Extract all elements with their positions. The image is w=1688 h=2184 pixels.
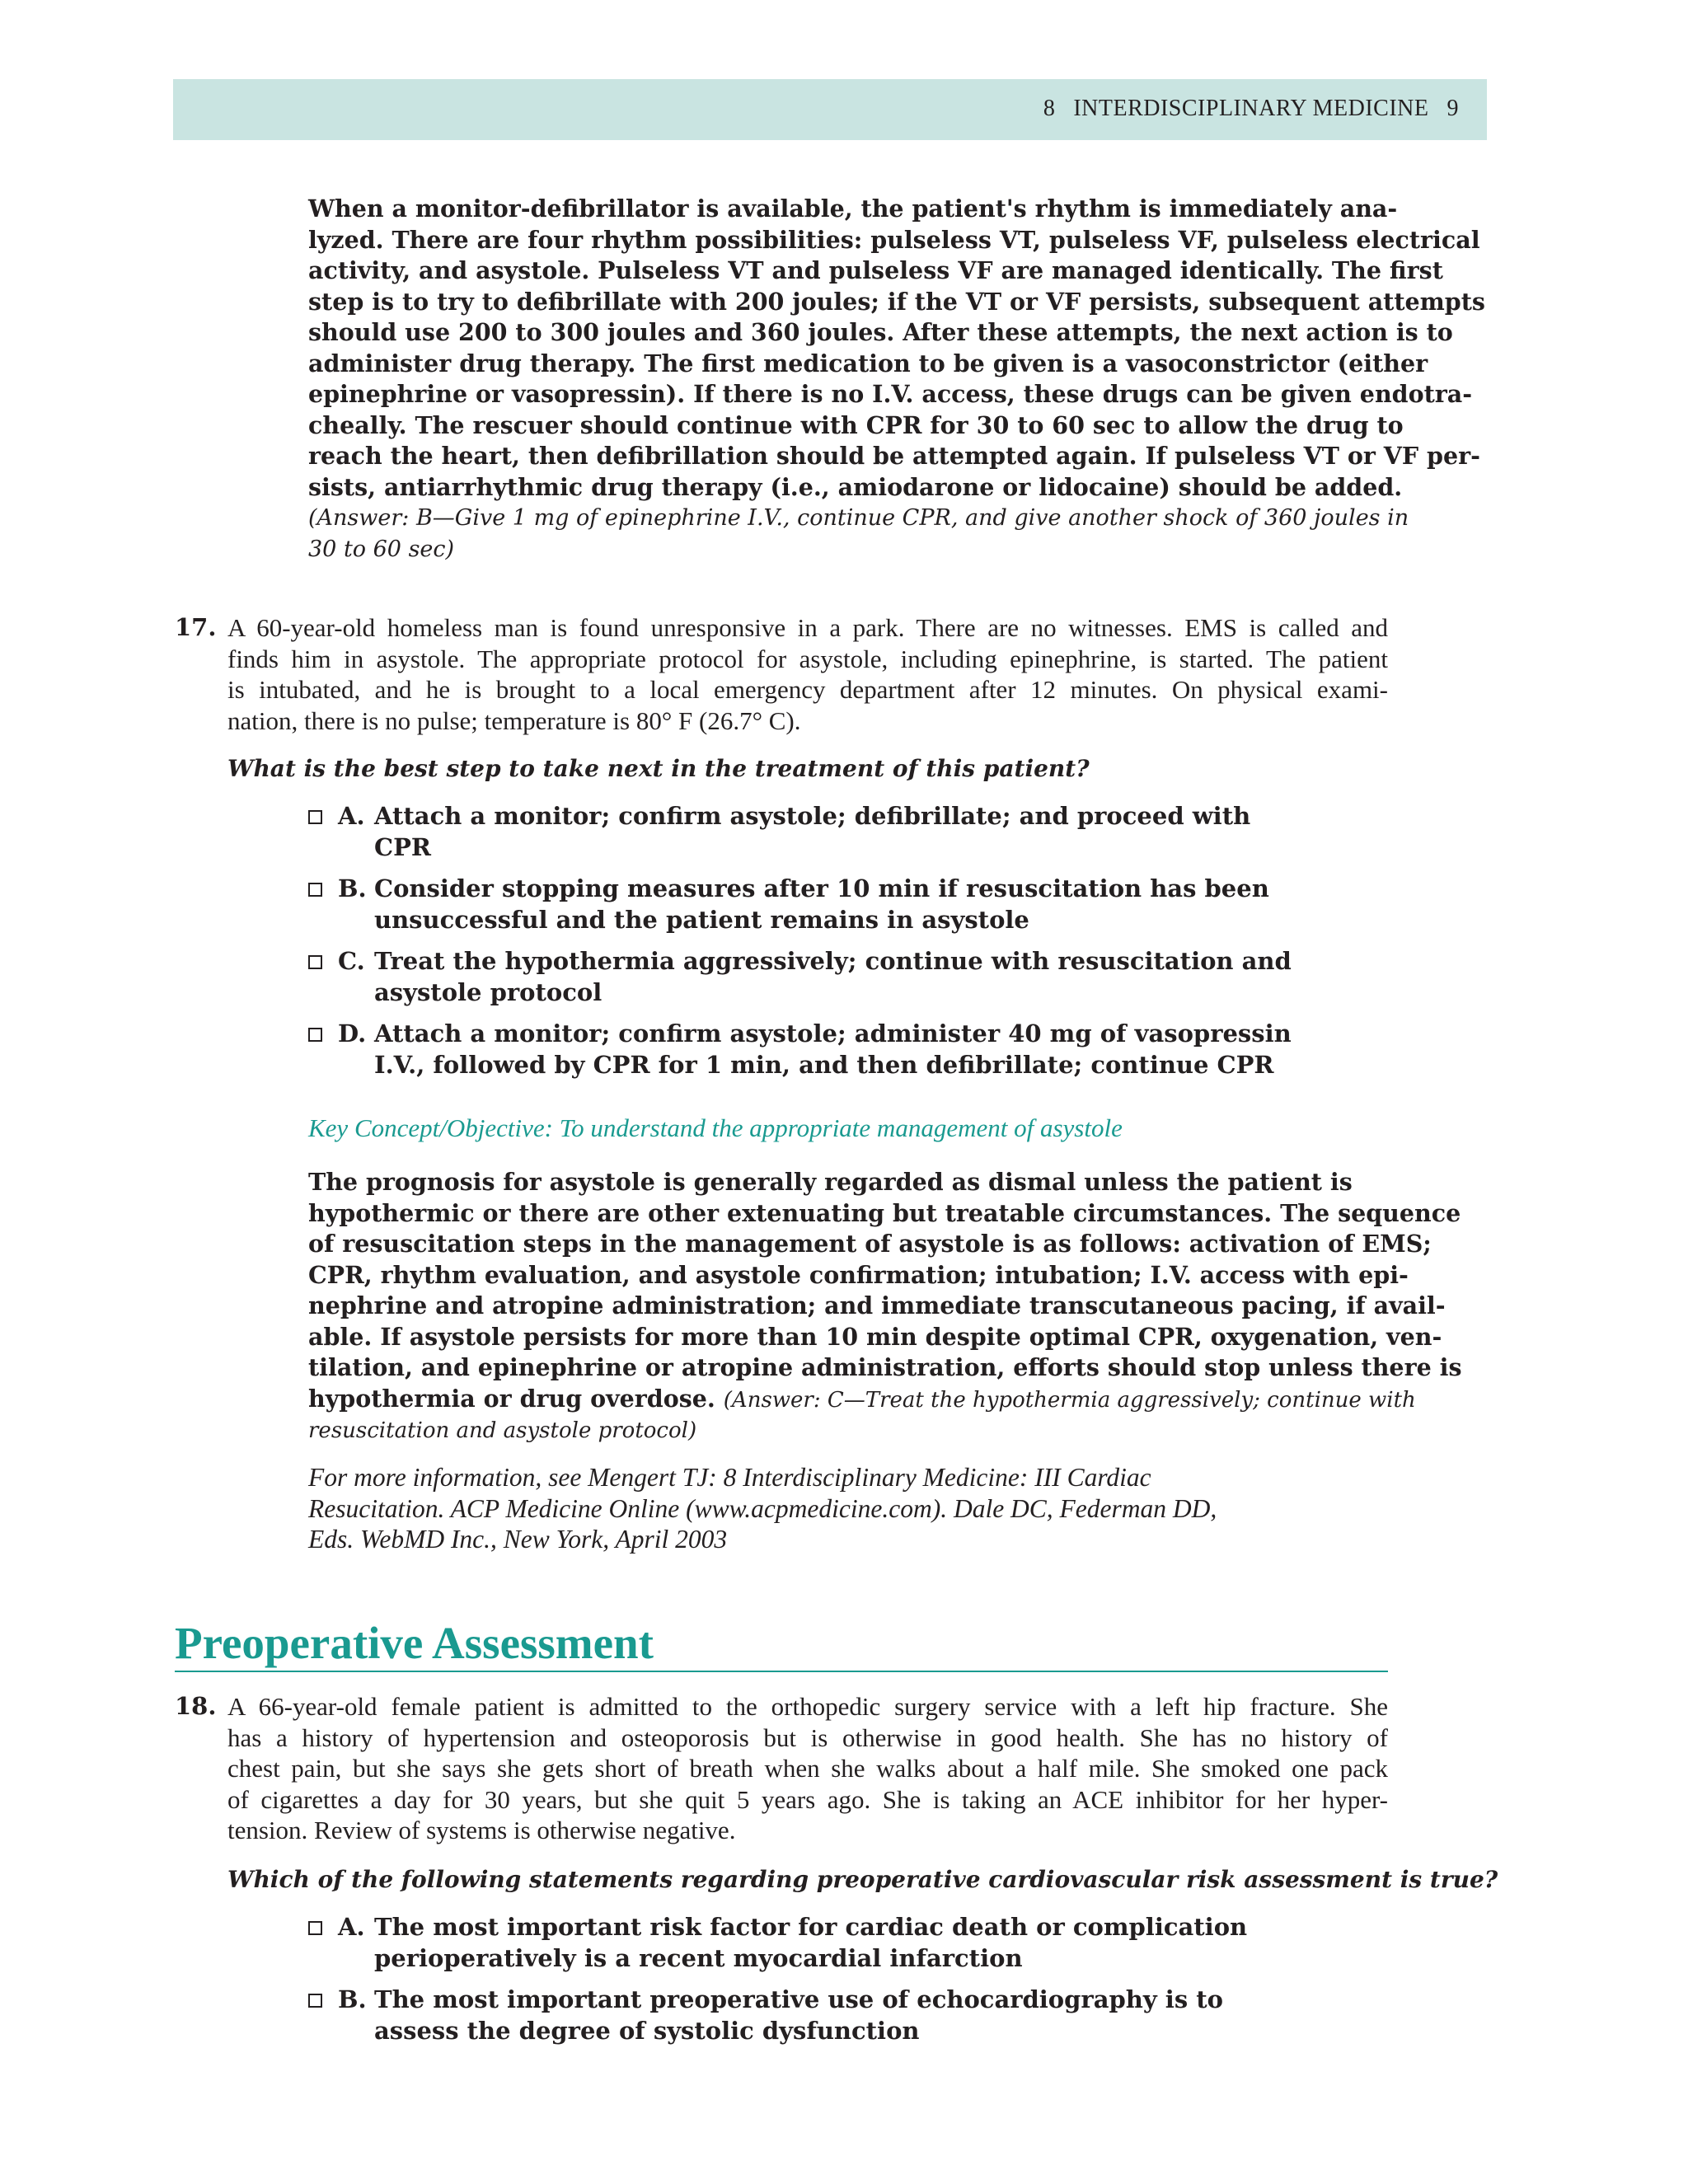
explanation-16 bbox=[308, 194, 1485, 503]
option-line: unsuccessful and the patient remains in asystole bbox=[374, 905, 1029, 934]
answer-line: (Answer: B—Give 1 mg of epinephrine I.V., continue CPR, and give another shock of 360 joules in bbox=[308, 505, 1409, 531]
question-prompt: Which of the following statements regarding preoperative cardiovascular risk assessment is true? bbox=[227, 1866, 1498, 1893]
checkbox-icon[interactable] bbox=[308, 1028, 322, 1042]
stem-line: has a history of hypertension and osteoporosis but is otherwise in good health. She has no history of bbox=[227, 1722, 1388, 1752]
explanation-line: cheally. The rescuer should continue with CPR for 30 to 60 sec to allow the drug to bbox=[308, 410, 1404, 439]
option-line: perioperatively is a recent myocardial infarction bbox=[374, 1943, 1023, 1972]
option-line: I.V., followed by CPR for 1 min, and then defibrillate; continue CPR bbox=[374, 1050, 1274, 1079]
stem-line: A 66-year-old female patient is admitted to the orthopedic surgery service with a left hip fracture. She bbox=[227, 1692, 1388, 1721]
reference-line: Eds. WebMD Inc., New York, April 2003 bbox=[308, 1525, 728, 1554]
stem-line: nation, there is no pulse; temperature is 80° F (26.7° C). bbox=[227, 705, 801, 735]
explanation-line: administer drug therapy. The first medication to be given is a vasoconstrictor (either bbox=[308, 349, 1428, 377]
stem-line: finds him in asystole. The appropriate protocol for asystole, including epinephrine, is started. The patient bbox=[227, 644, 1388, 673]
option-letter: B. bbox=[338, 874, 367, 902]
question-stem bbox=[227, 612, 1388, 736]
reference-citation bbox=[308, 1462, 1217, 1555]
answer-17-end: resuscitation and asystole protocol) bbox=[308, 1418, 697, 1443]
option-line: Treat the hypothermia aggressively; continue with resuscitation and bbox=[374, 947, 1292, 975]
explanation-line: able. If asystole persists for more than 10 min despite optimal CPR, oxygenation, ven- bbox=[308, 1322, 1442, 1351]
explanation-line: reach the heart, then defibrillation should be attempted again. If pulseless VT or VF per- bbox=[308, 442, 1480, 470]
option-line: The most important preoperative use of echocardiography is to bbox=[374, 1985, 1223, 2013]
option-text bbox=[374, 1985, 1223, 2046]
option-line: assess the degree of systolic dysfunction bbox=[374, 2016, 920, 2045]
checkbox-icon[interactable] bbox=[308, 883, 322, 897]
stem-line: chest pain, but she says she gets short of breath when she walks about a half mile. She smoked one pack bbox=[227, 1754, 1388, 1783]
explanation-line: lyzed. There are four rhythm possibilities: pulseless VT, pulseless VF, pulseless electrical bbox=[308, 225, 1480, 254]
section-divider bbox=[175, 1671, 1388, 1672]
checkbox-icon[interactable] bbox=[308, 1921, 322, 1935]
explanation-line: When a monitor-defibrillator is available, the patient's rhythm is immediately ana- bbox=[308, 194, 1398, 223]
option-letter: C. bbox=[338, 947, 365, 975]
checkbox-icon[interactable] bbox=[308, 1994, 322, 2008]
section-title: Preoperative Assessment bbox=[175, 1618, 654, 1668]
answer-line: 30 to 60 sec) bbox=[308, 536, 455, 562]
option-line: asystole protocol bbox=[374, 977, 603, 1006]
checkbox-icon[interactable] bbox=[308, 955, 322, 969]
explanation-line: The prognosis for asystole is generally regarded as dismal unless the patient is bbox=[308, 1168, 1353, 1196]
option-text bbox=[374, 1019, 1292, 1080]
reference-line: For more information, see Mengert TJ: 8 Interdisciplinary Medicine: III Cardiac bbox=[308, 1463, 1151, 1492]
option-letter: D. bbox=[338, 1019, 367, 1047]
explanation-line: of resuscitation steps in the management of asystole is as follows: activation of EMS; bbox=[308, 1230, 1432, 1258]
option-line: The most important risk factor for cardiac death or complication bbox=[374, 1913, 1248, 1941]
option-line: Attach a monitor; confirm asystole; defibrillate; and proceed with bbox=[374, 802, 1251, 830]
running-header bbox=[173, 79, 1487, 140]
option-letter: A. bbox=[338, 1913, 365, 1941]
explanation-line: sists, antiarrhythmic drug therapy (i.e., amiodarone or lidocaine) should be added. bbox=[308, 472, 1403, 501]
chapter-number: 8 bbox=[1043, 96, 1056, 121]
checkbox-icon[interactable] bbox=[308, 810, 322, 824]
explanation-line: hypothermic or there are other extenuating but treatable circumstances. The sequence bbox=[308, 1198, 1461, 1227]
stem-line: is intubated, and he is brought to a local emergency department after 12 minutes. On physical exami- bbox=[227, 675, 1388, 704]
option-text bbox=[374, 874, 1269, 935]
explanation-line: epinephrine or vasopressin). If there is no I.V. access, these drugs can be given endotra- bbox=[308, 380, 1473, 408]
explanation-bold-end: hypothermia or drug overdose. bbox=[308, 1384, 715, 1413]
explanation-line: should use 200 to 300 joules and 360 joules. After these attempts, the next action is to bbox=[308, 318, 1453, 346]
explanation-17 bbox=[308, 1167, 1462, 1447]
explanation-line: activity, and asystole. Pulseless VT and pulseless VF are managed identically. The first bbox=[308, 256, 1443, 284]
question-number: 18. bbox=[175, 1692, 217, 1720]
explanation-line: CPR, rhythm evaluation, and asystole confirmation; intubation; I.V. access with epi- bbox=[308, 1260, 1409, 1289]
key-concept: Key Concept/Objective: To understand the appropriate management of asystole bbox=[308, 1113, 1123, 1142]
option-text bbox=[374, 801, 1251, 863]
question-number: 17. bbox=[175, 613, 217, 641]
option-line: Consider stopping measures after 10 min if resuscitation has been bbox=[374, 874, 1269, 902]
stem-line: tension. Review of systems is otherwise negative. bbox=[227, 1816, 736, 1844]
explanation-line: tilation, and epinephrine or atropine administration, efforts should stop unless there is bbox=[308, 1353, 1462, 1381]
stem-line: of cigarettes a day for 30 years, but she quit 5 years ago. She is taking an ACE inhibitor for her hyper- bbox=[227, 1784, 1388, 1814]
option-text bbox=[374, 946, 1292, 1008]
header-text bbox=[1043, 96, 1459, 122]
option-text bbox=[374, 1912, 1248, 1974]
option-letter: B. bbox=[338, 1985, 367, 2013]
stem-line: A 60-year-old homeless man is found unresponsive in a park. There are no witnesses. EMS is called and bbox=[227, 613, 1388, 642]
option-line: Attach a monitor; confirm asystole; administer 40 mg of vasopressin bbox=[374, 1019, 1292, 1047]
page-number: 9 bbox=[1447, 96, 1459, 121]
reference-line: Resucitation. ACP Medicine Online (www.acpmedicine.com). Dale DC, Federman DD, bbox=[308, 1493, 1217, 1523]
option-letter: A. bbox=[338, 802, 365, 830]
question-prompt: What is the best step to take next in the treatment of this patient? bbox=[227, 755, 1090, 782]
question-stem bbox=[227, 1691, 1388, 1846]
option-line: CPR bbox=[374, 832, 431, 861]
explanation-line bbox=[308, 1384, 1416, 1417]
explanation-line: nephrine and atropine administration; and immediate transcutaneous pacing, if avail- bbox=[308, 1291, 1446, 1319]
explanation-line: step is to try to defibrillate with 200 joules; if the VT or VF persists, subsequent attempts bbox=[308, 287, 1485, 316]
chapter-title: INTERDISCIPLINARY MEDICINE bbox=[1073, 96, 1429, 121]
answer-17-start: (Answer: C—Treat the hypothermia aggressively; continue with bbox=[723, 1387, 1416, 1413]
answer-16 bbox=[308, 503, 1409, 565]
